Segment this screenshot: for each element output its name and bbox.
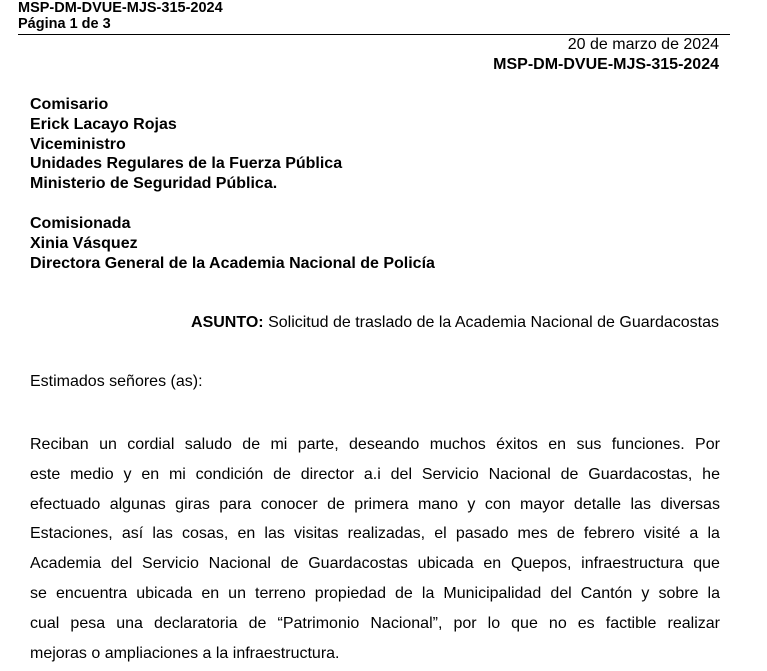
addressee-2-title: Directora General de la Academia Nacional de Policía bbox=[30, 254, 435, 272]
addressee-2-rank: Comisionada bbox=[30, 215, 131, 232]
body-paragraph bbox=[30, 430, 720, 668]
letter-date: 20 de marzo de 2024 bbox=[567, 36, 719, 53]
addressee-2-name: Xinia Vásquez bbox=[30, 234, 138, 252]
body-line: se encuentra ubicada en un terreno propiedad de la Municipalidad del Cantón y sobre la bbox=[30, 584, 720, 602]
body-line: cual pesa una declaratoria de “Patrimonio Nacional”, por lo que no es factible realizar bbox=[30, 614, 720, 632]
subject-text: Solicitud de traslado de la Academia Nacional de Guardacostas bbox=[268, 314, 719, 331]
page-header bbox=[18, 0, 223, 32]
body-line: Academia del Servicio Nacional de Guardacostas ubicada en Quepos, infraestructura que bbox=[30, 555, 720, 573]
body-line: efectuado algunas giras para conocer de primera mano y con mayor detalle las diversas bbox=[30, 495, 720, 513]
addressee-1-name: Erick Lacayo Rojas bbox=[30, 115, 177, 133]
header-page-label: Página 1 de 3 bbox=[18, 16, 111, 32]
header-doc-id: MSP-DM-DVUE-MJS-315-2024 bbox=[18, 0, 223, 16]
subject-label: ASUNTO: bbox=[191, 314, 264, 331]
body-line: Estaciones, así las cosas, en las visitas realizadas, el pasado mes de febrero visité a la bbox=[30, 525, 720, 543]
body-line: mejoras o ampliaciones a la infraestructura. bbox=[30, 644, 340, 662]
addressee-1-rank: Comisario bbox=[30, 96, 109, 113]
salutation: Estimados señores (as): bbox=[30, 373, 203, 390]
letter-reference: MSP-DM-DVUE-MJS-315-2024 bbox=[493, 56, 719, 73]
addressee-1-title: Viceministro bbox=[30, 135, 126, 153]
subject-line bbox=[191, 313, 719, 333]
addressee-1-unit: Unidades Regulares de la Fuerza Pública bbox=[30, 155, 343, 173]
addressee-block-1 bbox=[30, 95, 342, 194]
body-line: Reciban un cordial saludo de mi parte, deseando muchos éxitos en sus funciones. Por bbox=[30, 436, 720, 453]
addressee-1-ministry: Ministerio de Seguridad Pública. bbox=[30, 175, 278, 193]
addressee-block-2 bbox=[30, 214, 435, 273]
body-line: este medio y en mi condición de director a.i del Servicio Nacional de Guardacostas, he bbox=[30, 465, 720, 483]
date-block bbox=[493, 35, 719, 75]
